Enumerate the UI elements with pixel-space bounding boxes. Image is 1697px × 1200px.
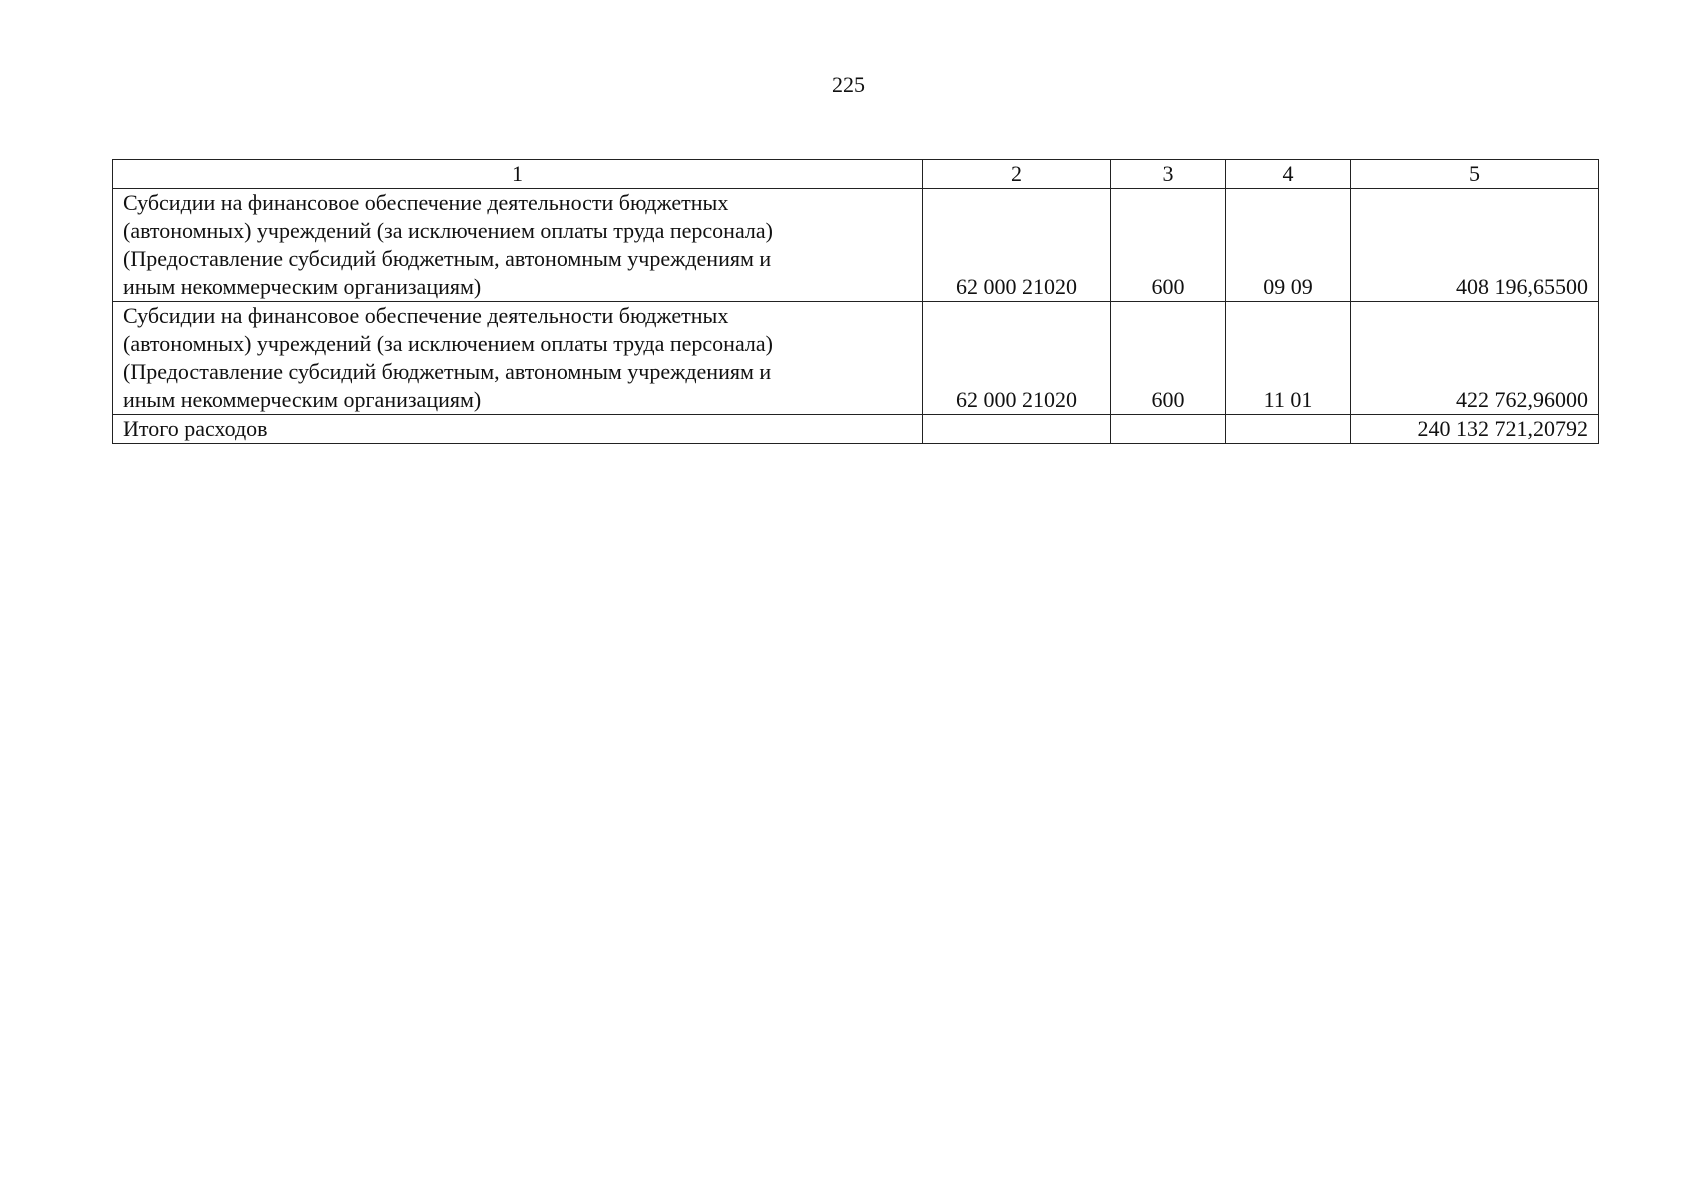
column-number-row [113, 160, 1599, 189]
column-header-2: 2 [923, 160, 1111, 189]
row-description-line: (автономных) учреждений (за исключением оплаты труда персонала) [123, 218, 773, 243]
row-section: 09 09 [1226, 189, 1351, 302]
column-header-3: 3 [1111, 160, 1226, 189]
row-description-line: иным некоммерческим организациям) [123, 387, 482, 412]
row-description-line: Субсидии на финансовое обеспечение деятельности бюджетных [123, 303, 729, 328]
total-empty-cell [1111, 415, 1226, 444]
page-number: 225 [832, 72, 865, 97]
table-row [113, 189, 1599, 302]
row-description [113, 189, 923, 302]
row-target-article: 62 000 21020 [923, 302, 1111, 415]
column-header-4: 4 [1226, 160, 1351, 189]
table-row [113, 302, 1599, 415]
column-header-5: 5 [1351, 160, 1599, 189]
total-amount: 240 132 721,20792 [1351, 415, 1599, 444]
row-amount: 422 762,96000 [1351, 302, 1599, 415]
total-label: Итого расходов [113, 415, 923, 444]
row-description [113, 302, 923, 415]
row-description-line: (автономных) учреждений (за исключением оплаты труда персонала) [123, 331, 773, 356]
total-row [113, 415, 1599, 444]
row-expense-type: 600 [1111, 189, 1226, 302]
budget-expense-table [112, 159, 1599, 444]
row-section: 11 01 [1226, 302, 1351, 415]
column-header-1: 1 [113, 160, 923, 189]
row-expense-type: 600 [1111, 302, 1226, 415]
total-empty-cell [923, 415, 1111, 444]
row-description-line: Субсидии на финансовое обеспечение деятельности бюджетных [123, 190, 729, 215]
row-amount: 408 196,65500 [1351, 189, 1599, 302]
row-target-article: 62 000 21020 [923, 189, 1111, 302]
total-empty-cell [1226, 415, 1351, 444]
row-description-line: (Предоставление субсидий бюджетным, автономным учреждениям и [123, 246, 772, 271]
row-description-line: (Предоставление субсидий бюджетным, автономным учреждениям и [123, 359, 772, 384]
row-description-line: иным некоммерческим организациям) [123, 274, 482, 299]
